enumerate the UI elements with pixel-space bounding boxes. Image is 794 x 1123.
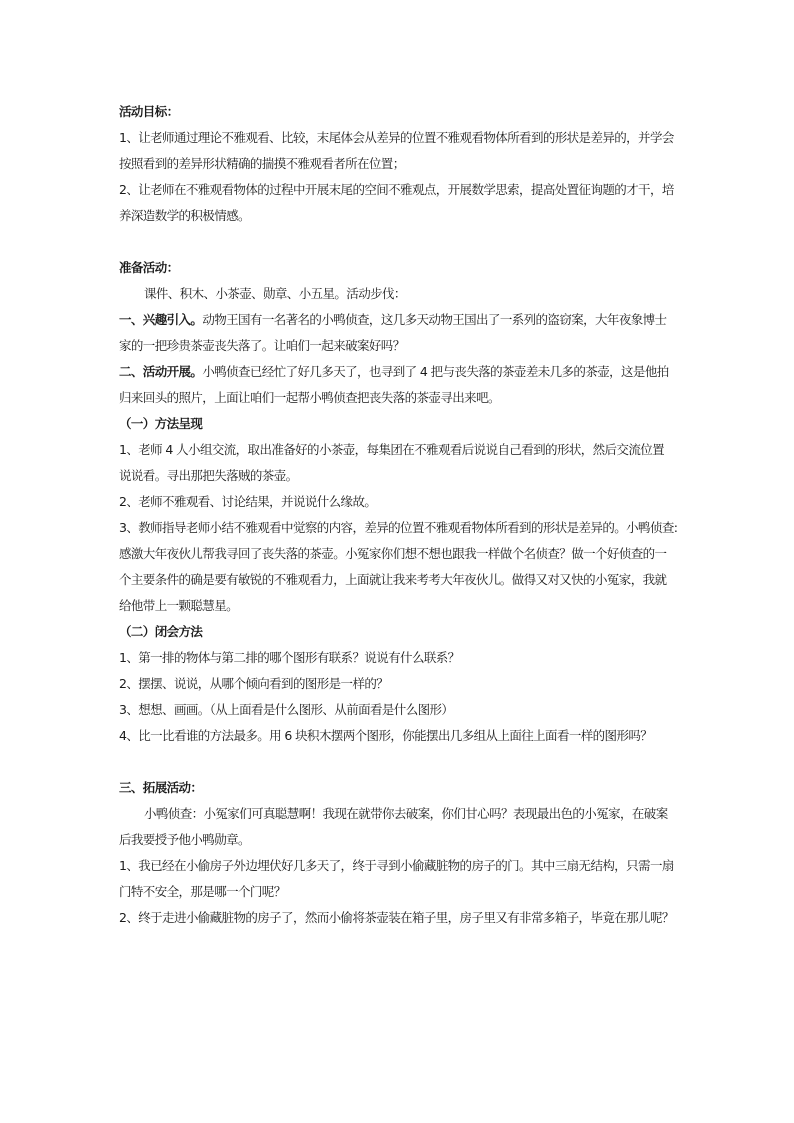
step2-text: 小鸭侦查已经忙了好几多天了，也寻到了 4 把与丧失落的茶壶差未几多的茶壶，这是他拍 bbox=[202, 364, 669, 379]
method-line-2: 说说看。寻出那把失落贼的茶壶。 bbox=[119, 468, 298, 483]
step1-line-2: 家的一把珍贵茶壶丧失落了。让咱们一起来破案好吗？ bbox=[119, 338, 405, 353]
step2-line-2: 归来回头的照片，上面让咱们一起帮小鸭侦查把丧失落的茶壶寻出来吧。 bbox=[119, 390, 500, 405]
goal-line-2: 按照看到的差异形状精确的揣摸不雅观看者所在位置； bbox=[119, 156, 405, 171]
extension-line-3: 2、终于走进小偷藏脏物的房子了，然而小偷将茶壶装在箱子里，房子里又有非常多箱子，毕竟在那儿呢？ bbox=[119, 910, 674, 925]
extension-intro-line-1: 小鸭侦查：小冤家们可真聪慧啊！我现在就带你去破案，你们甘心吗？表现最出色的小冤家，在破案 bbox=[144, 806, 668, 821]
method-line-6: 个主要条件的确是要有敏锐的不雅观看力，上面就让我来考考大年夜伙儿。做得又对又快的小冤家，我就 bbox=[119, 572, 667, 587]
method-line-4: 3、教师指导老师小结不雅观看中觉察的内容，差异的位置不雅观看物体所看到的形状是差异的。小鸭侦查: bbox=[119, 520, 678, 535]
extension-intro-line-2: 后我要授予他小鸭勋章。 bbox=[119, 832, 250, 847]
extension-line-2: 门特不安全，那是哪一个门呢？ bbox=[119, 884, 286, 899]
spacer bbox=[119, 749, 679, 775]
section-heading-goals: 活动目标： bbox=[119, 104, 179, 119]
subsection-heading-experience: （二）闭会方法 bbox=[119, 624, 203, 639]
method-line-5: 感激大年夜伙儿帮我寻回了丧失落的茶壶。小冤家你们想不想也跟我一样做个名侦查？做一个好侦查的一 bbox=[119, 546, 667, 561]
goal-line-3: 2、让老师在不雅观看物体的过程中开展末尾的空间不雅观点，开展数学思索，提高处置征询题的才干，培 bbox=[119, 182, 674, 197]
step2-label: 二、活动开展。 bbox=[119, 364, 203, 379]
document-page bbox=[119, 99, 679, 931]
experience-line-1: 1、第一排的物体与第二排的哪个图形有联系？说说有什么联系？ bbox=[119, 650, 460, 665]
goal-line-1: 1、让老师通过理论不雅观看、比较，末尾体会从差异的位置不雅观看物体所看到的形状是差异的，并学会 bbox=[119, 130, 674, 145]
experience-line-3: 3、想想、画画。（从上面看是什么图形、从前面看是什么图形） bbox=[119, 702, 454, 717]
goal-line-4: 养深造数学的积极情感。 bbox=[119, 208, 250, 223]
experience-line-2: 2、摆摆、说说，从哪个倾向看到的图形是一样的？ bbox=[119, 676, 389, 691]
subsection-heading-method: （一）方法呈现 bbox=[119, 416, 203, 431]
method-line-1: 1、老师 4 人小组交流，取出准备好的小茶壶，每集团在不雅观看后说说自己看到的形状，然后交流位置 bbox=[119, 442, 665, 457]
method-line-3: 2、老师不雅观看、讨论结果，并说说什么缘故。 bbox=[119, 494, 377, 509]
section-heading-extension: 三、拓展活动： bbox=[119, 780, 203, 795]
step1-label: 一、兴趣引入。 bbox=[119, 312, 203, 327]
method-line-7: 给他带上一颗聪慧星。 bbox=[119, 598, 239, 613]
step1-text: 动物王国有一名著名的小鸭侦查，这几多天动物王国出了一系列的盗窃案，大年夜象博士 bbox=[202, 312, 667, 327]
step1-paragraph bbox=[119, 307, 679, 333]
step2-paragraph bbox=[119, 359, 679, 385]
experience-line-4: 4、比一比看谁的方法最多。用 6 块积木摆两个图形，你能摆出几多组从上面往上面看一样的图形吗？ bbox=[119, 728, 653, 743]
spacer bbox=[119, 229, 679, 255]
section-heading-preparation: 准备活动： bbox=[119, 260, 179, 275]
extension-line-1: 1、我已经在小偷房子外边埋伏好几多天了，终于寻到小偷藏脏物的房子的门。其中三扇无结构，只需一扇 bbox=[119, 858, 674, 873]
materials-line: 课件、积木、小茶壶、勋章、小五星。活动步伐： bbox=[144, 286, 406, 301]
